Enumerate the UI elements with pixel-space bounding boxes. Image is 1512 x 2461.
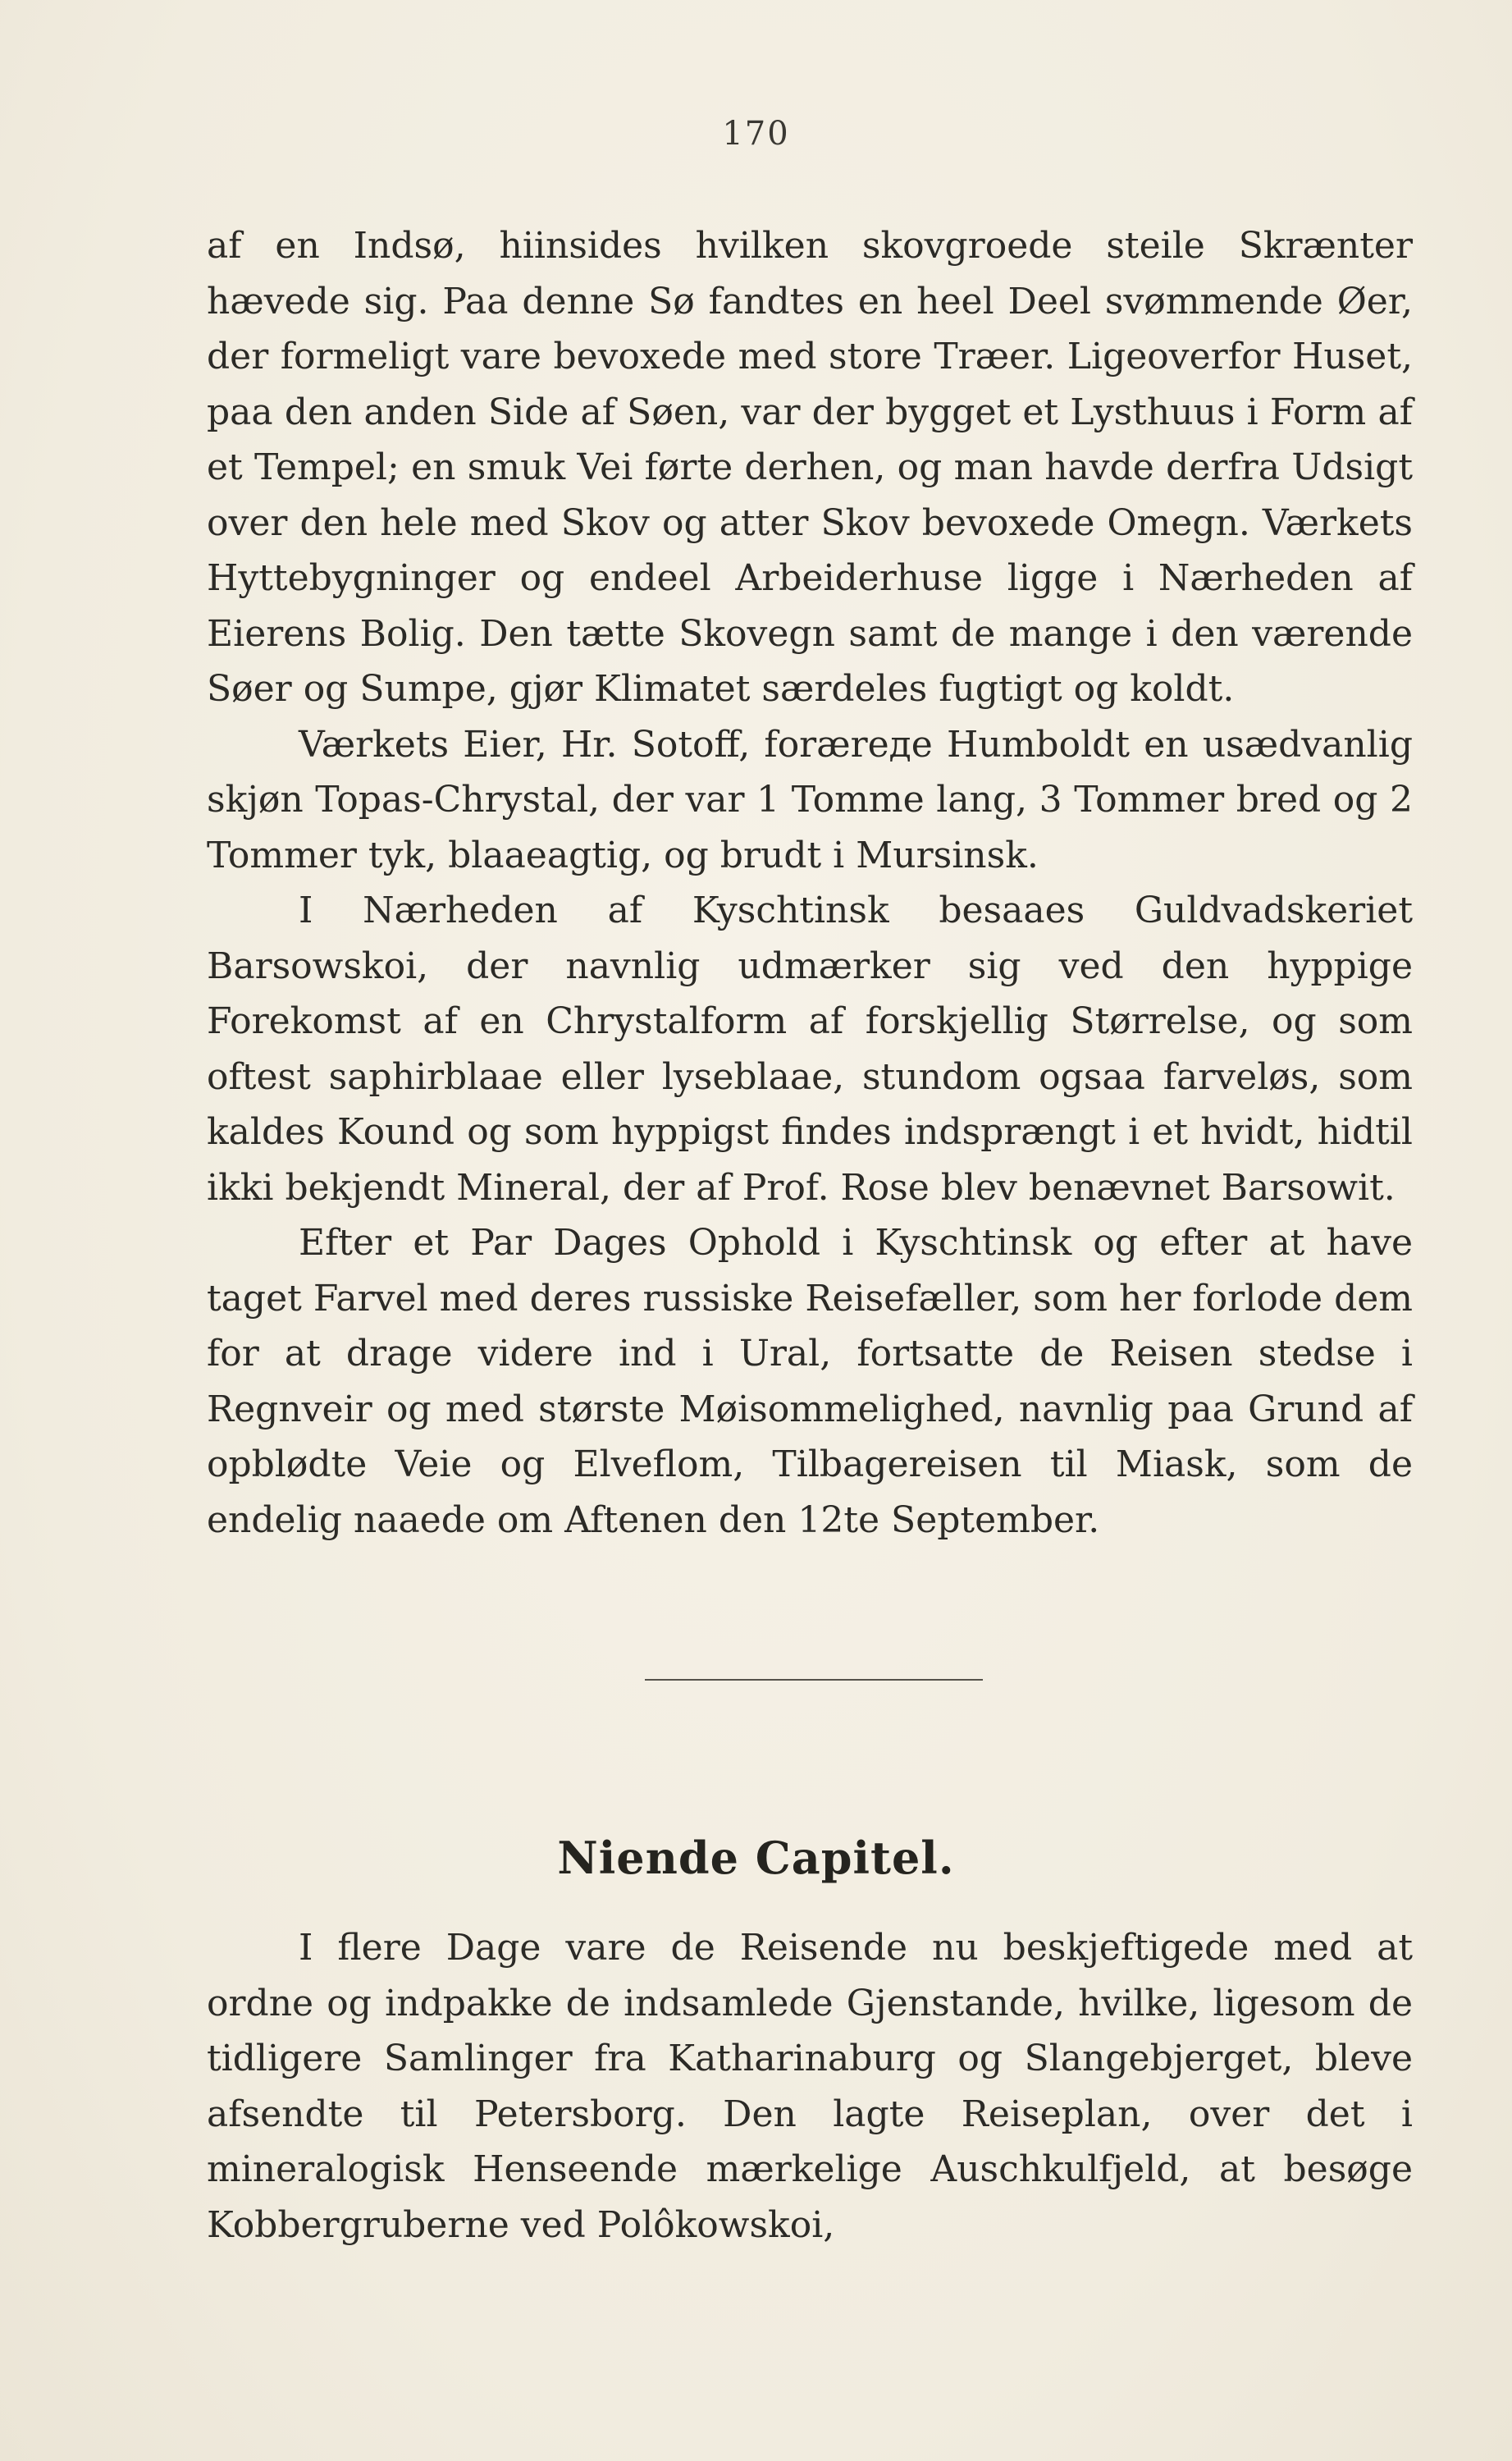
paragraph-sotoff-gift: Værkets Eier, Hr. Sotoff, foræreде Humboldt en usædvanlig skjøn Topas-Chrystal, der var 1 Tomme lang, 3 Tommer bred og 2 Tommer tyk, blaaeagtig, og brudt i Mursinsk. bbox=[207, 723, 1413, 876]
chapter-heading: Niende Capitel. bbox=[557, 1832, 955, 1884]
section-separator-rule bbox=[645, 1679, 983, 1681]
paragraph-chapter-opening: I flere Dage vare de Reisende nu beskjeftigede med at ordne og indpakke de indsamlede Gjenstande, hvilke, ligesom de tidligere Samlinger fra Katharinaburg og Slangebjerget, bleve afsendte til Petersborg. Den lagte Reiseplan, over det i mineralogisk Henseende mærkelige Auschkulfjeld, at besøge Kobbergruberne ved Polôkowskoi, bbox=[207, 1927, 1413, 2246]
paragraph-barsowskoi: I Nærheden af Kyschtinsk besaaes Guldvadskeriet Barsowskoi, der navnlig udmærker sig ved den hyppige Forekomst af en Chrystalform af forskjellig Størrelse, og som oftest saphirblaae eller lyseblaae, stundom ogsaa farveløs, som kaldes Kound og som hyppigst findes indsprængt i et hvidt, hidtil ikki bekjendt Mineral, der af Prof. Rose blev benævnet Barsowit. bbox=[207, 890, 1413, 1209]
paragraph-continuation: af en Indsø, hiinsides hvilken skovgroede steile Skrænter hævede sig. Paa denne Sø fandtes en heel Deel svømmende Øer, der formeligt vare bevoxede med store Træer. Ligeoverfor Huset, paa den anden Side af Søen, var der bygget et Lysthuus i Form af et Tempel; en smuk Vei førte derhen, og man havde derfra Udsigt over den hele med Skov og atter Skov bevoxede Omegn. Værkets Hyttebygninger og endeel Arbeiderhuse ligge i Nærheden af Eierens Bolig. Den tætte Skovegn samt de mange i den værende Søer og Sumpe, gjør Klimatet særdeles fugtigt og koldt. bbox=[207, 225, 1413, 710]
chapter-text-block bbox=[207, 1920, 1413, 2253]
main-text-block bbox=[207, 218, 1413, 1548]
paragraph-return-to-miask: Efter et Par Dages Ophold i Kyschtinsk og efter at have taget Farvel med deres russiske Reisefæller, som her forlode dem for at drage videre ind i Ural, fortsatte de Reisen stedse i Regnveir og med største Møisommelighed, navnlig paa Grund af opblødte Veie og Elveflom, Tilbagereisen til Miask, som de endelig naaede om Aftenen den 12te September. bbox=[207, 1222, 1413, 1541]
page-number: 170 bbox=[722, 115, 790, 153]
